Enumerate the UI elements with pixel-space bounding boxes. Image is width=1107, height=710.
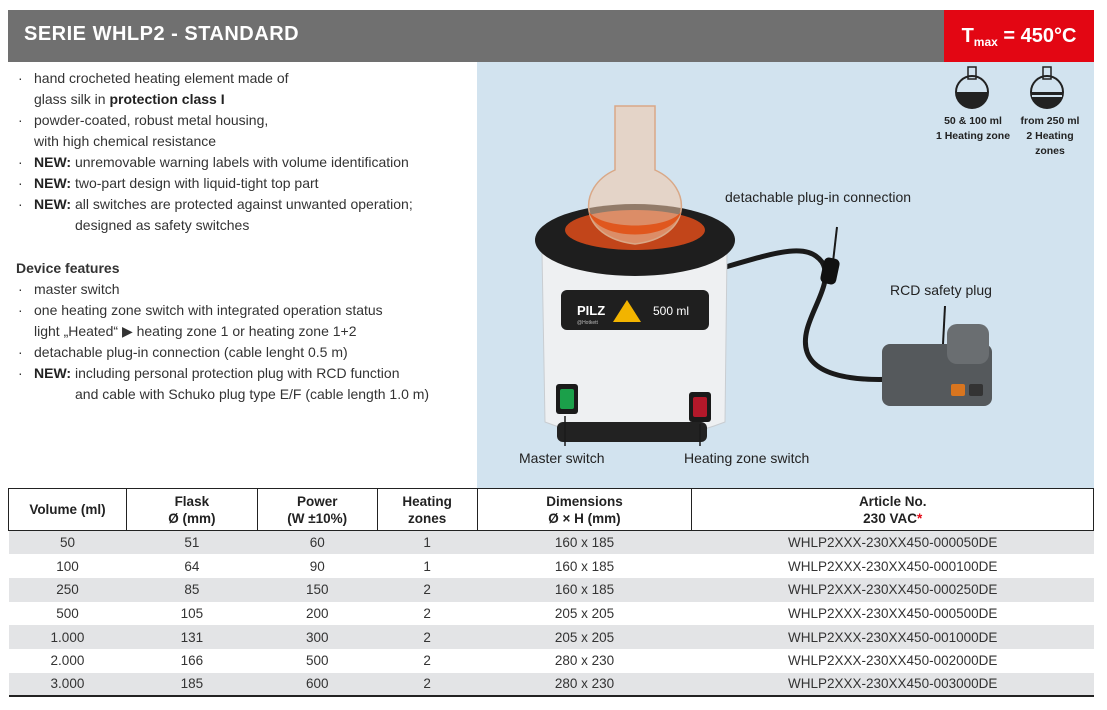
table-cell: 280 x 230 (477, 649, 692, 673)
column-header-line2 (378, 510, 477, 527)
table-row (9, 625, 1094, 649)
column-header (377, 489, 477, 531)
table-cell: 105 (126, 602, 257, 626)
bullet-text: with high chemical resistance (34, 133, 217, 149)
volume-mark: 500 ml (653, 304, 690, 318)
table-cell: 250 (9, 578, 127, 602)
bullet-bold: NEW: (34, 196, 72, 212)
column-header-line1: Volume (ml) (29, 502, 106, 517)
heating-zone-switch-rocker (693, 397, 707, 417)
rcd-test-button (951, 384, 965, 396)
table-cell: 160 x 185 (477, 531, 692, 555)
bullet-item (16, 194, 413, 236)
arrow-icon: ▶ (121, 323, 133, 339)
column-header (9, 489, 127, 531)
table-row (9, 554, 1094, 578)
features-list (16, 279, 429, 405)
table-cell: 64 (126, 554, 257, 578)
table-cell: 60 (257, 531, 377, 555)
table-cell: 2 (377, 602, 477, 626)
features-heading: Device features (16, 260, 120, 276)
column-header-line1: Dimensions (546, 493, 623, 509)
column-header-line2-text: Ø (mm) (168, 510, 216, 526)
rcd-reset-button (969, 384, 983, 396)
bullet-text: unremovable warning labels with volume identification (71, 154, 409, 170)
bullet-item (16, 110, 413, 152)
zone1-caption (925, 114, 1021, 144)
bullet-text: all switches are protected against unwanted operation; (71, 196, 413, 212)
table-cell: 2 (377, 625, 477, 649)
rcd-plug-head (947, 324, 989, 364)
table-cell: 600 (257, 673, 377, 697)
bullet-item (16, 68, 413, 110)
column-header (477, 489, 692, 531)
feature-text: one heating zone switch with integrated operation status (34, 302, 383, 318)
table-cell: 50 (9, 531, 127, 555)
column-header (692, 489, 1094, 531)
column-header-line2-text: (W ±10%) (287, 510, 348, 526)
label-plug-connection: detachable plug-in connection (725, 189, 912, 205)
product-photo (477, 62, 1094, 488)
table-cell: 205 x 205 (477, 625, 692, 649)
column-header-line2-text: 230 VAC (863, 510, 917, 526)
table-cell: 185 (126, 673, 257, 697)
column-header-line2-text: Ø × H (mm) (548, 510, 621, 526)
table-cell: WHLP2XXX-230XX450-000050DE (692, 531, 1094, 555)
table-cell: 85 (126, 578, 257, 602)
zone1-line1: 50 & 100 ml (944, 115, 1002, 127)
table-row (9, 602, 1094, 626)
zone2-line3: zones (1035, 145, 1065, 157)
zone2-caption (1017, 114, 1083, 159)
feature-item (16, 342, 429, 363)
table-cell: WHLP2XXX-230XX450-001000DE (692, 625, 1094, 649)
table-cell: 1.000 (9, 625, 127, 649)
bullet-bold: protection class I (109, 91, 225, 107)
table-body (9, 531, 1094, 697)
brand-logo: PILZ (577, 303, 606, 318)
feature-text: light „Heated“ (34, 323, 122, 339)
table-cell: 51 (126, 531, 257, 555)
feature-text: and cable with Schuko plug type E/F (cable length 1.0 m) (75, 386, 430, 402)
table-cell: 160 x 185 (477, 554, 692, 578)
feature-item (16, 300, 429, 342)
column-header-line1: Article No. (858, 493, 927, 509)
table-cell: WHLP2XXX-230XX450-000500DE (692, 602, 1094, 626)
master-switch-rocker (560, 389, 574, 409)
column-header-line2 (692, 510, 1093, 527)
feature-text: including personal protection plug with RCD function (71, 365, 400, 381)
flask-1-zone-icon (956, 67, 988, 108)
table-cell: 300 (257, 625, 377, 649)
rcd-pointer (943, 306, 945, 344)
header-bar (8, 10, 1094, 62)
table-cell: 131 (126, 625, 257, 649)
table-cell: 1 (377, 531, 477, 555)
table-cell: WHLP2XXX-230XX450-003000DE (692, 673, 1094, 697)
table-cell: WHLP2XXX-230XX450-000100DE (692, 554, 1094, 578)
spec-table (8, 488, 1094, 697)
table-cell: 2.000 (9, 649, 127, 673)
table-cell: WHLP2XXX-230XX450-002000DE (692, 649, 1094, 673)
table-cell: 90 (257, 554, 377, 578)
table-row (9, 673, 1094, 697)
bullet-text: glass silk in (34, 91, 110, 107)
feature-item (16, 363, 429, 405)
label-heating-zone-switch: Heating zone switch (684, 450, 810, 466)
table-cell: 150 (257, 578, 377, 602)
zone2-line1: from 250 ml (1020, 115, 1080, 127)
table-row (9, 578, 1094, 602)
column-header-line1: Flask (174, 493, 210, 509)
table-cell: WHLP2XXX-230XX450-000250DE (692, 578, 1094, 602)
brand-sub: @Hotkett (577, 320, 598, 326)
flask-2-zone-icon (1031, 67, 1063, 108)
table-row (9, 649, 1094, 673)
bullet-item (16, 173, 413, 194)
column-header-line1: Heating (402, 493, 452, 509)
feature-bold: NEW: (34, 365, 72, 381)
bullet-bold: NEW: (34, 154, 72, 170)
bullet-list (16, 68, 413, 236)
column-header-line2-text: zones (407, 510, 447, 526)
table-cell: 1 (377, 554, 477, 578)
table-cell: 500 (9, 602, 127, 626)
table-cell: 205 x 205 (477, 602, 692, 626)
bullet-text: hand crocheted heating element made of (34, 70, 289, 86)
column-header-line1: Power (296, 493, 338, 509)
table-cell: 500 (257, 649, 377, 673)
table-cell: 100 (9, 554, 127, 578)
table-cell: 2 (377, 673, 477, 697)
tmax-sub: max (973, 35, 998, 49)
column-header (257, 489, 377, 531)
bullet-text: designed as safety switches (75, 217, 250, 233)
bullet-text: two-part design with liquid-tight top part (71, 175, 319, 191)
footnote-star: * (916, 510, 923, 526)
description-column (8, 62, 477, 488)
table-cell: 160 x 185 (477, 578, 692, 602)
table-cell: 3.000 (9, 673, 127, 697)
table-cell: 280 x 230 (477, 673, 692, 697)
feature-text: detachable plug-in connection (cable lenght 0.5 m) (34, 344, 348, 360)
table-cell: 166 (126, 649, 257, 673)
tmax-badge (944, 10, 1094, 62)
tmax-prefix: T (961, 25, 974, 47)
zone2-line2: 2 Heating (1026, 130, 1074, 142)
column-header-line2 (478, 510, 692, 527)
bullet-bold: NEW: (34, 175, 72, 191)
feature-text: heating zone 1 or heating zone 1+2 (132, 323, 357, 339)
table-cell: 200 (257, 602, 377, 626)
column-header-line2 (258, 510, 377, 527)
column-header (126, 489, 257, 531)
feature-item (16, 279, 429, 300)
column-header-line2 (127, 510, 257, 527)
table-cell: 2 (377, 649, 477, 673)
table-cell: 2 (377, 578, 477, 602)
mantle-base (557, 422, 707, 442)
bullet-item (16, 152, 413, 173)
tmax-value: = 450°C (997, 25, 1077, 47)
feature-text: master switch (34, 281, 120, 297)
label-master-switch: Master switch (519, 450, 605, 466)
bullet-text: powder-coated, robust metal housing, (34, 112, 269, 128)
zone1-line2: 1 Heating zone (935, 130, 1011, 142)
table-header-row (9, 489, 1094, 531)
label-rcd-plug: RCD safety plug (890, 282, 992, 298)
plug-pointer (833, 227, 837, 262)
page-title: SERIE WHLP2 - STANDARD (24, 23, 300, 45)
table-row (9, 531, 1094, 555)
